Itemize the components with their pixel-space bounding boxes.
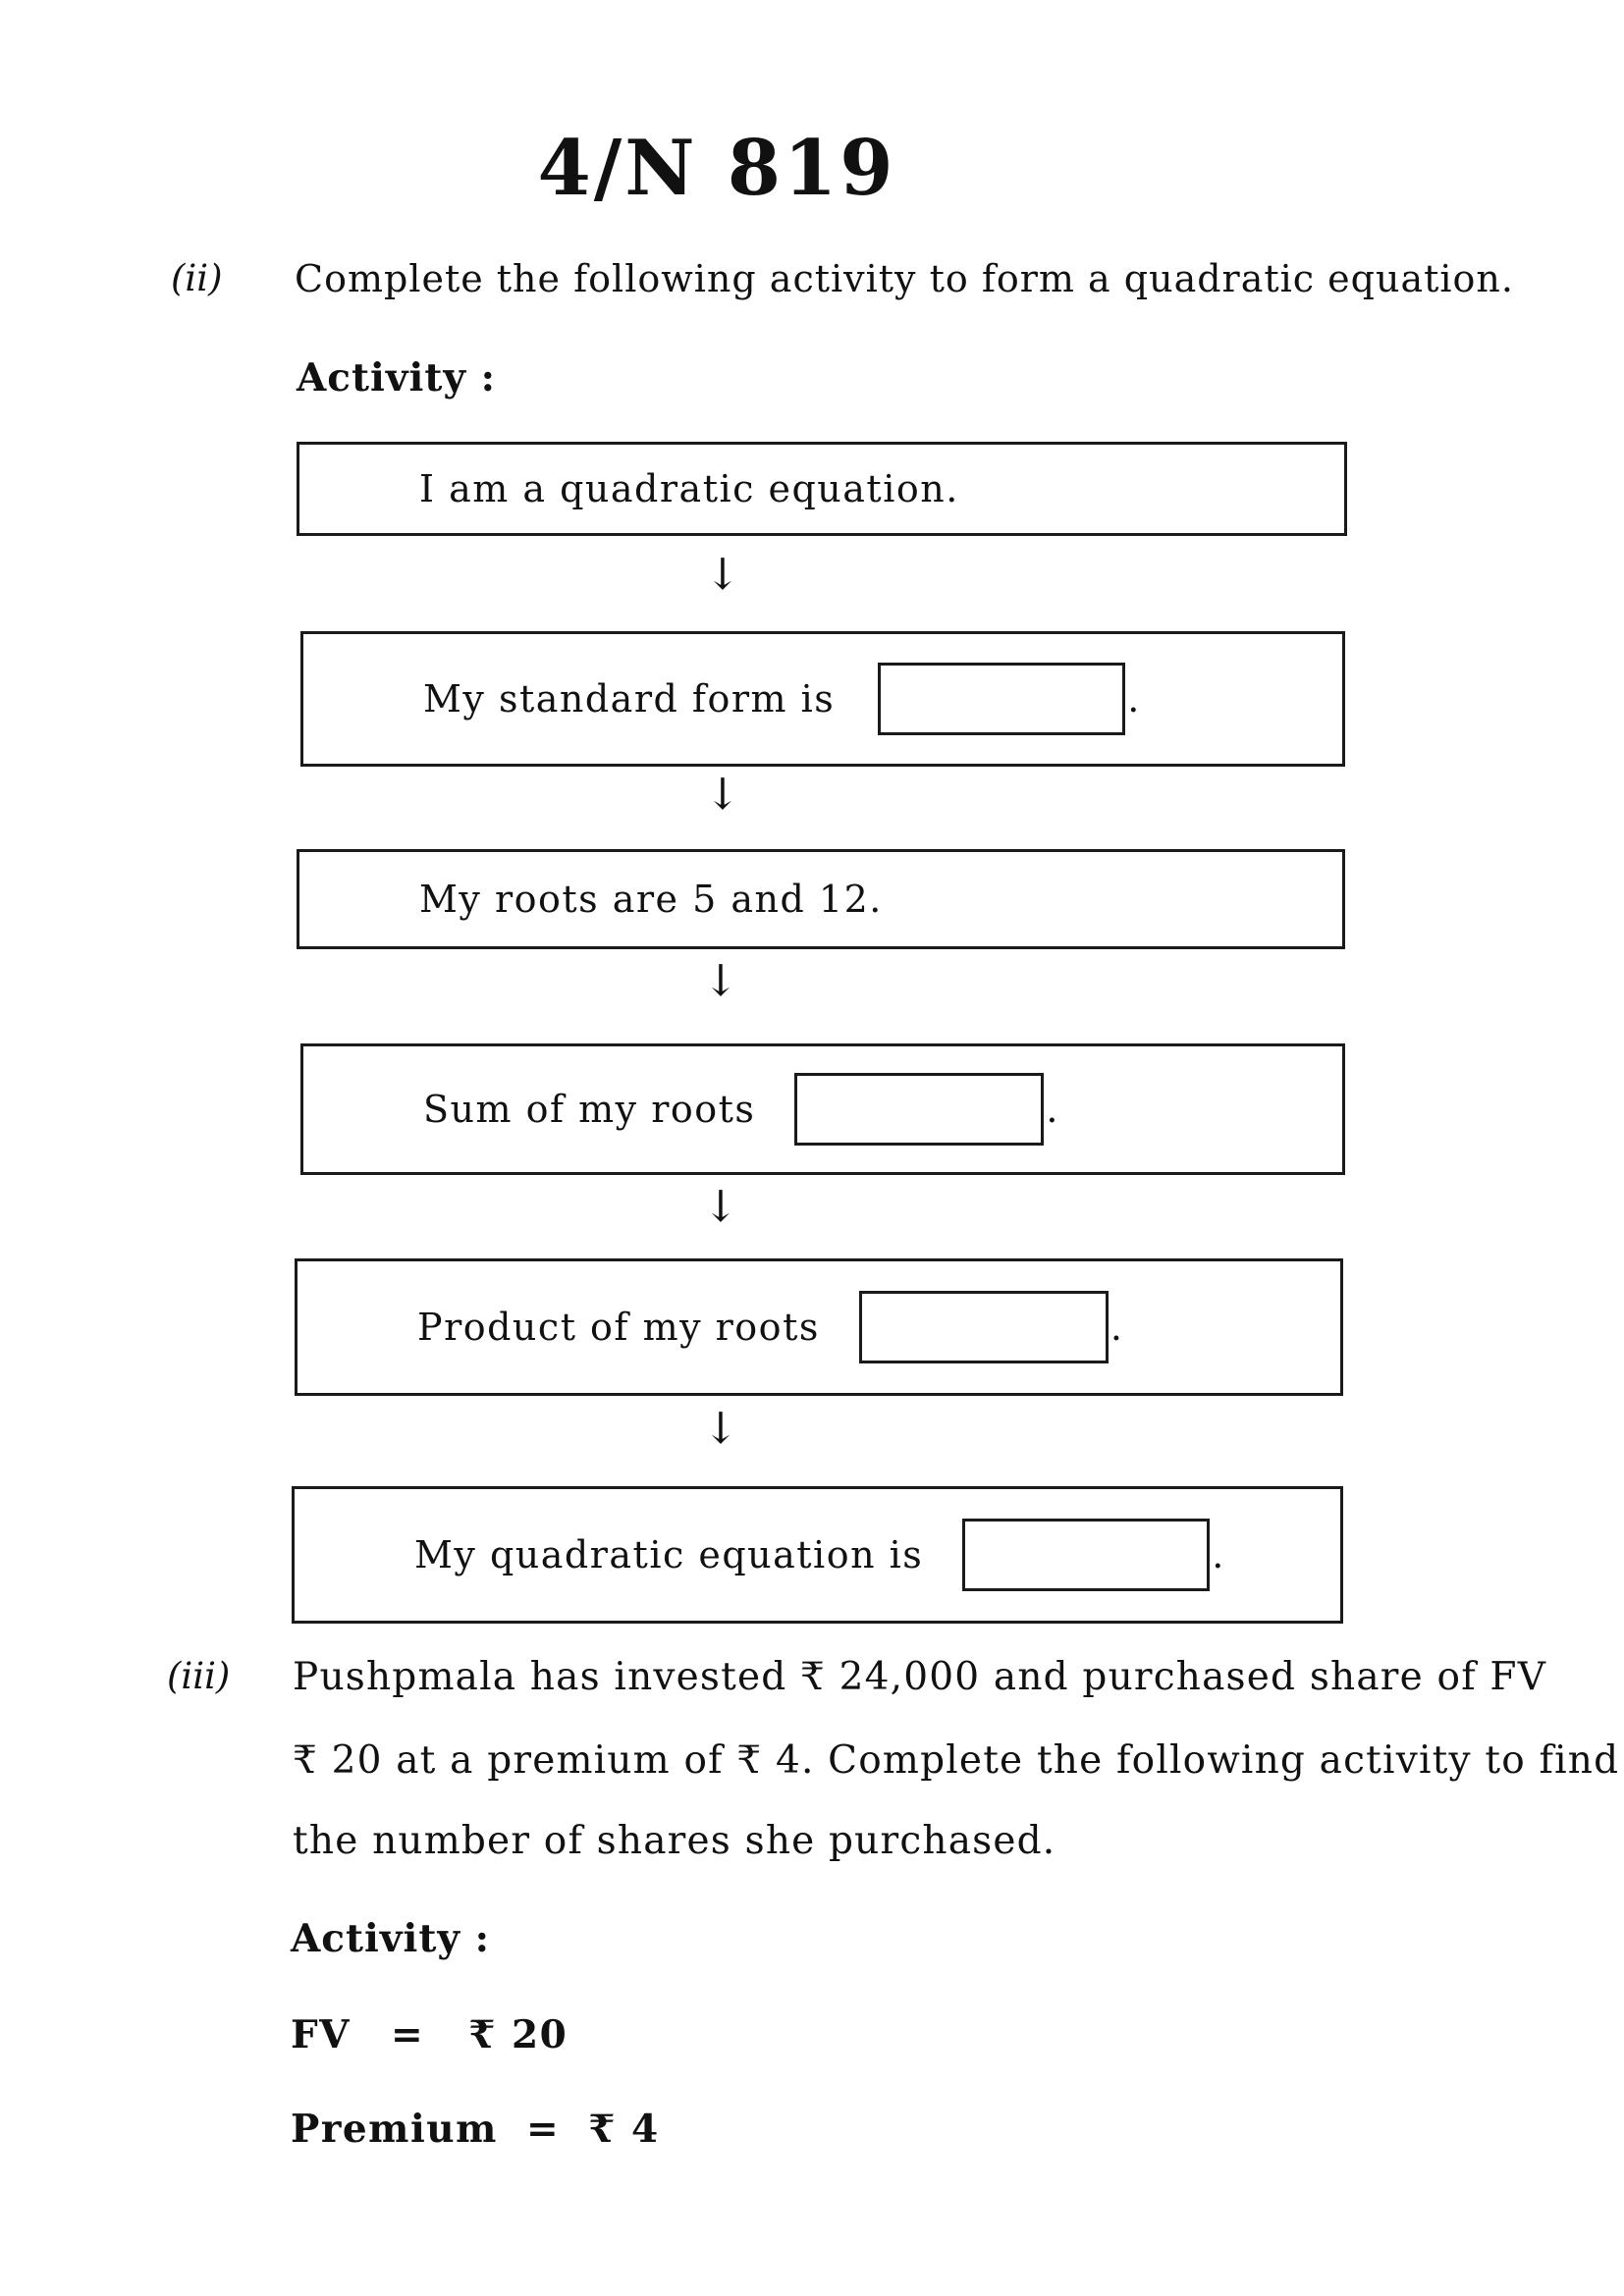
fv-value: ₹ 20 (468, 2012, 568, 2057)
activity-heading-ii: Activity : (297, 355, 496, 400)
flow-box-sum-of-roots (300, 1043, 1345, 1175)
flow-box-statement (297, 442, 1347, 536)
question-iii-line-3: the number of shares she purchased. (293, 1819, 1056, 1863)
answer-blank-sum-of-roots[interactable] (794, 1073, 1044, 1146)
flow-box-text: I am a quadratic equation. (419, 467, 959, 510)
down-arrow-icon: ↓ (702, 956, 739, 1006)
down-arrow-icon: ↓ (704, 770, 741, 820)
flow-box-text: My standard form is (423, 677, 836, 721)
flow-box-text: My quadratic equation is (414, 1533, 924, 1576)
flow-box-quadratic-equation (292, 1486, 1343, 1624)
answer-blank-standard-form[interactable] (878, 663, 1125, 735)
fv-line (291, 2012, 568, 2057)
question-iii-line-1: Pushpmala has invested ₹ 24,000 and purchased share of FV (293, 1655, 1547, 1699)
question-ii-text: Complete the following activity to form a quadratic equation. (295, 257, 1514, 300)
flow-box-product-of-roots (295, 1258, 1343, 1396)
fv-equals: = (391, 2012, 425, 2057)
flow-box-standard-form (300, 631, 1345, 767)
page-code: 4/N 819 (537, 124, 896, 213)
activity-heading-iii: Activity : (291, 1916, 490, 1961)
flow-box-text: My roots are 5 and 12. (419, 878, 883, 921)
period: . (1212, 1533, 1224, 1576)
down-arrow-icon: ↓ (702, 1182, 739, 1232)
down-arrow-icon: ↓ (704, 550, 741, 600)
flow-box-text: Product of my roots (417, 1306, 820, 1349)
answer-blank-quadratic-equation[interactable] (962, 1519, 1210, 1591)
flow-box-text: Sum of my roots (423, 1088, 756, 1131)
premium-line (291, 2107, 660, 2152)
premium-value: ₹ 4 (588, 2107, 660, 2152)
fv-label: FV (291, 2012, 351, 2057)
premium-equals: = (525, 2107, 561, 2152)
down-arrow-icon: ↓ (702, 1404, 739, 1454)
question-iii-line-2: ₹ 20 at a premium of ₹ 4. Complete the following activity to find (293, 1738, 1620, 1783)
period: . (1110, 1306, 1122, 1349)
flow-box-roots (297, 849, 1345, 949)
premium-label: Premium (291, 2107, 498, 2152)
question-number-ii: (ii) (171, 257, 223, 299)
period: . (1046, 1088, 1058, 1131)
answer-blank-product-of-roots[interactable] (859, 1291, 1109, 1363)
period: . (1127, 677, 1140, 721)
question-number-iii: (iii) (167, 1655, 231, 1697)
